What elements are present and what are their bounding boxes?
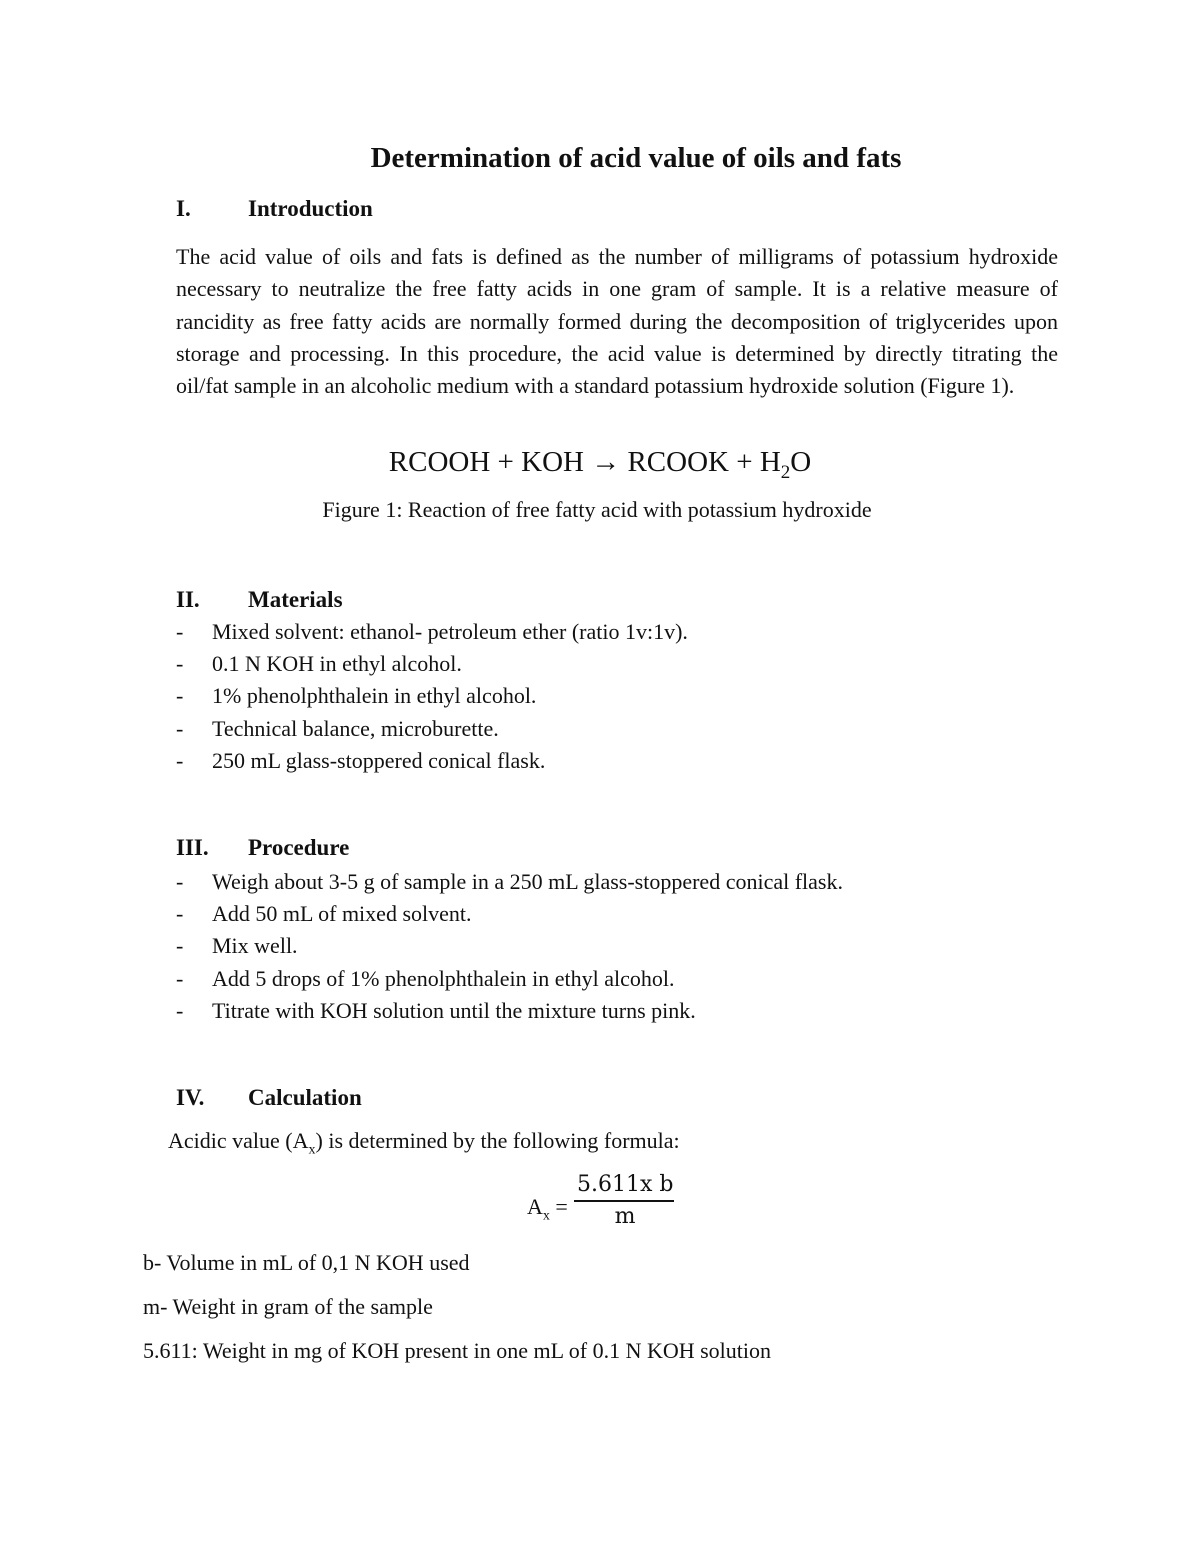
bullet-dash: -: [176, 683, 184, 709]
reaction-equation: [0, 446, 1200, 484]
bullet-dash: -: [176, 997, 184, 1023]
equation-subscript: 2: [780, 461, 791, 483]
section-title: Materials: [248, 587, 343, 612]
formula-lhs: [527, 1194, 568, 1224]
definition-m: m- Weight in gram of the sample: [143, 1294, 433, 1319]
section-number: III.: [176, 835, 209, 860]
list-item-text: Weigh about 3-5 g of sample in a 250 mL glass-stoppered conical flask.: [212, 869, 843, 894]
section-number: IV.: [176, 1085, 205, 1110]
list-item-text: Add 50 mL of mixed solvent.: [212, 901, 472, 927]
equation-tail: O: [790, 446, 812, 478]
list-item-text: 0.1 N KOH in ethyl alcohol.: [212, 651, 462, 677]
section-title: Introduction: [248, 196, 373, 221]
calculation-intro: [168, 1128, 680, 1158]
formula-numerator: 5.611x b: [577, 1172, 674, 1197]
intro-text-tail: ) is determined by the following formula:: [315, 1128, 680, 1153]
intro-text: Acidic value (A: [168, 1128, 309, 1153]
list-item-text: Mixed solvent: ethanol- petroleum ether (ratio 1v:1v).: [212, 619, 688, 644]
bullet-dash: -: [176, 933, 184, 959]
section-title: Calculation: [248, 1085, 362, 1110]
definition-constant: 5.611: Weight in mg of KOH present in one mL of 0.1 N KOH solution: [143, 1338, 772, 1363]
bullet-dash: -: [176, 651, 184, 677]
section-number: II.: [176, 587, 200, 612]
introduction-paragraph: The acid value of oils and fats is defined as the number of milligrams of potassium hydroxide necessary to neutralize the free fatty acids in one gram of sample. It is a relative measure of rancidity as free fatty acids are normally formed during the decomposition of triglycerides upon storage and processing. In this procedure, the acid value is determined by directly titrating the oil/fat sample in an alcoholic medium with a standard potassium hydroxide solution (Figure 1).: [176, 244, 1058, 399]
formula-denominator: m: [614, 1204, 636, 1229]
formula-fraction: [577, 1170, 673, 1232]
bullet-dash: -: [176, 869, 184, 894]
formula-equals: =: [549, 1194, 568, 1219]
definition-b: b- Volume in mL of 0,1 N KOH used: [143, 1250, 470, 1275]
list-item-text: 250 mL glass-stoppered conical flask.: [212, 747, 546, 773]
list-item-text: 1% phenolphthalein in ethyl alcohol.: [212, 683, 537, 709]
bullet-dash: -: [176, 619, 184, 644]
list-item-text: Mix well.: [212, 933, 298, 959]
section-title: Procedure: [248, 835, 350, 860]
bullet-dash: -: [176, 747, 184, 773]
list-item-text: Titrate with KOH solution until the mixture turns pink.: [212, 997, 696, 1023]
list-item-text: Technical balance, microburette.: [212, 715, 499, 741]
formula-symbol: A: [527, 1194, 543, 1219]
bullet-dash: -: [176, 965, 184, 991]
list-item-text: Add 5 drops of 1% phenolphthalein in ethyl alcohol.: [212, 965, 675, 991]
equation-text: RCOOH + KOH → RCOOK + H: [388, 446, 781, 478]
bullet-dash: -: [176, 901, 184, 927]
formula-subscript: x: [542, 1208, 550, 1224]
document-title: Determination of acid value of oils and fats: [370, 142, 902, 174]
section-number: I.: [176, 196, 191, 221]
bullet-dash: -: [176, 715, 184, 741]
intro-subscript: x: [308, 1142, 316, 1158]
figure-caption: Figure 1: Reaction of free fatty acid with potassium hydroxide: [322, 497, 872, 522]
